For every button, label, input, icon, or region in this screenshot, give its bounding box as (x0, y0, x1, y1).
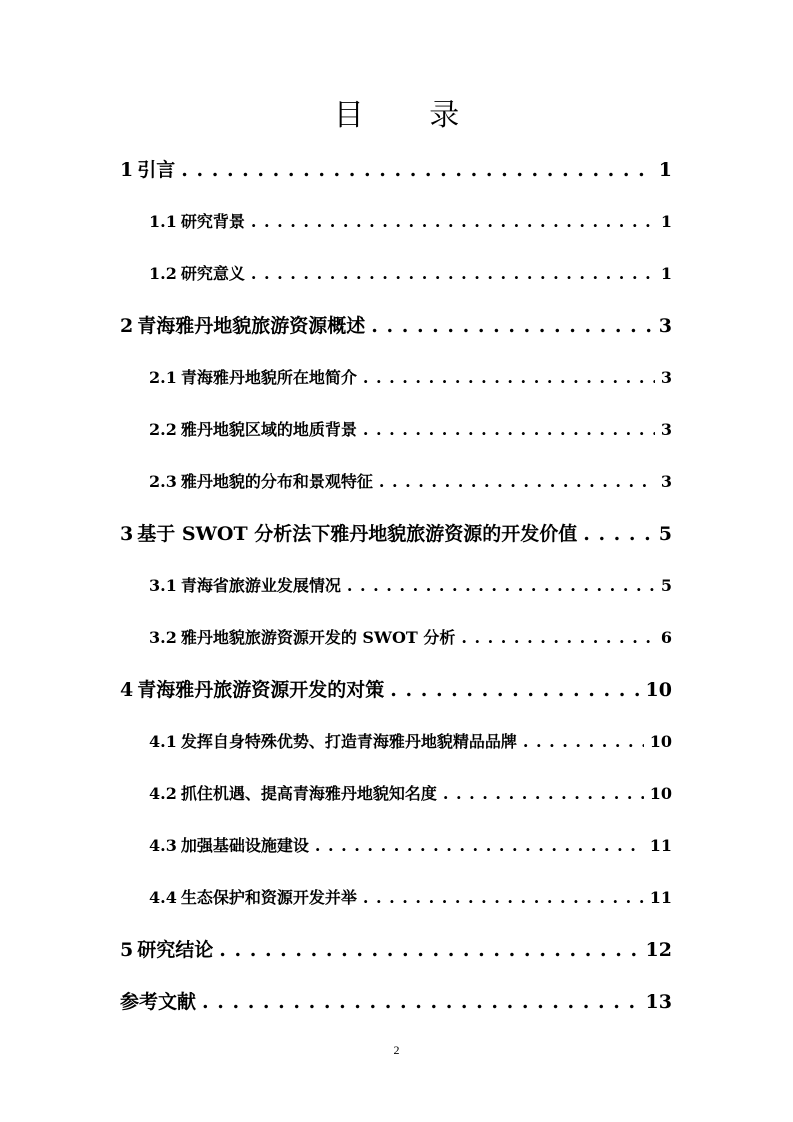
dot-leader (251, 264, 655, 283)
toc-entry-page: 5 (658, 523, 672, 545)
toc-entry-title: 青海雅丹旅游资源开发的对策 (137, 679, 385, 701)
dot-leader (461, 628, 655, 647)
toc-entry-number: 2.2 (149, 420, 177, 439)
toc-entry-page: 10 (649, 732, 672, 751)
dot-leader (443, 784, 644, 803)
toc-entry-page: 3 (660, 368, 672, 387)
toc-entry-number: 4.2 (149, 784, 177, 803)
dot-leader (347, 576, 655, 595)
toc-entry-2-2[interactable] (149, 417, 672, 441)
toc-entry-1[interactable] (120, 155, 672, 183)
toc-entry-title: 研究结论 (137, 939, 214, 961)
toc-entry-number: 2 (120, 315, 134, 337)
toc-entry-page: 1 (658, 159, 672, 181)
toc-entry-title: 青海省旅游业发展情况 (180, 576, 341, 595)
toc-entry-number: 4.1 (149, 732, 177, 751)
toc-entry-3[interactable] (120, 519, 672, 547)
toc-entry-4-2[interactable] (149, 781, 672, 805)
toc-entry-page: 1 (660, 264, 672, 283)
toc-entry-title: 基于 SWOT 分析法下雅丹地貌旅游资源的开发价值 (137, 523, 578, 545)
toc-entry-page: 11 (649, 836, 672, 855)
dot-leader (363, 420, 655, 439)
toc-entry-number: 4.4 (149, 888, 177, 907)
toc-entry-page: 3 (660, 472, 672, 491)
toc-entry-title: 生态保护和资源开发并举 (180, 888, 357, 907)
toc-entry-number: 4.3 (149, 836, 177, 855)
toc-entry-number: 4 (120, 679, 134, 701)
dot-leader (251, 212, 655, 231)
toc-entry-page: 13 (645, 991, 672, 1013)
toc-entry-number: 3.1 (149, 576, 177, 595)
toc-entry-5[interactable] (120, 935, 672, 963)
dot-leader (583, 523, 653, 545)
toc-entry-title: 引言 (137, 159, 176, 181)
page-title: 目 录 (333, 98, 488, 133)
toc-entry-4-3[interactable] (149, 833, 672, 857)
toc-entry-title: 雅丹地貌区域的地质背景 (180, 420, 357, 439)
toc-entry-title: 参考文献 (120, 991, 197, 1013)
toc-entry-2[interactable] (120, 311, 672, 339)
toc-entry-number: 3.2 (149, 628, 177, 647)
toc-entry-number: 5 (120, 939, 134, 961)
toc-entry-page: 3 (658, 315, 672, 337)
page-number: 2 (393, 1043, 400, 1057)
toc-entry-title: 雅丹地貌的分布和景观特征 (180, 472, 373, 491)
toc-entry-number: 2.3 (149, 472, 177, 491)
toc-entry-page: 10 (649, 784, 672, 803)
toc-entry-page: 11 (649, 888, 672, 907)
toc-entry-page: 5 (660, 576, 672, 595)
toc-entry-2-3[interactable] (149, 469, 672, 493)
dot-leader (202, 991, 640, 1013)
toc-entry-page: 10 (645, 679, 672, 701)
toc-entry-3-1[interactable] (149, 573, 672, 597)
toc-entry-page: 1 (660, 212, 672, 231)
dot-leader (315, 836, 644, 855)
toc-entry-1-1[interactable] (149, 209, 672, 233)
toc-entry-page: 6 (660, 628, 672, 647)
toc-entry-page: 12 (645, 939, 672, 961)
toc-entry-title: 抓住机遇、提高青海雅丹地貌知名度 (180, 784, 437, 803)
dot-leader (181, 159, 653, 181)
toc-entry-number: 3 (120, 523, 134, 545)
toc-entry-4-4[interactable] (149, 885, 672, 909)
toc-entry-3-2[interactable] (149, 625, 672, 649)
toc-entry-2-1[interactable] (149, 365, 672, 389)
dot-leader (379, 472, 655, 491)
dot-leader (219, 939, 639, 961)
toc-entry-title: 加强基础设施建设 (180, 836, 309, 855)
toc-entry-4[interactable] (120, 675, 672, 703)
toc-entry-number: 1 (120, 159, 134, 181)
dot-leader (363, 368, 655, 387)
toc-entry-title: 青海雅丹地貌所在地简介 (180, 368, 357, 387)
toc-entry-1-2[interactable] (149, 261, 672, 285)
dot-leader (390, 679, 639, 701)
toc-entry-title: 青海雅丹地貌旅游资源概述 (137, 315, 366, 337)
toc-entry-4-1[interactable] (149, 729, 672, 753)
dot-leader (363, 888, 644, 907)
toc-entry-title: 发挥自身特殊优势、打造青海雅丹地貌精品品牌 (180, 732, 517, 751)
toc-entry-number: 2.1 (149, 368, 177, 387)
toc-entry-title: 研究意义 (180, 264, 245, 283)
toc-entry-page: 3 (660, 420, 672, 439)
toc-entry-references[interactable] (120, 987, 672, 1015)
toc-entry-title: 雅丹地貌旅游资源开发的 SWOT 分析 (180, 628, 456, 647)
dot-leader (371, 315, 653, 337)
toc-entry-number: 1.2 (149, 264, 177, 283)
toc-entry-title: 研究背景 (180, 212, 245, 231)
toc-entry-number: 1.1 (149, 212, 177, 231)
dot-leader (523, 732, 644, 751)
